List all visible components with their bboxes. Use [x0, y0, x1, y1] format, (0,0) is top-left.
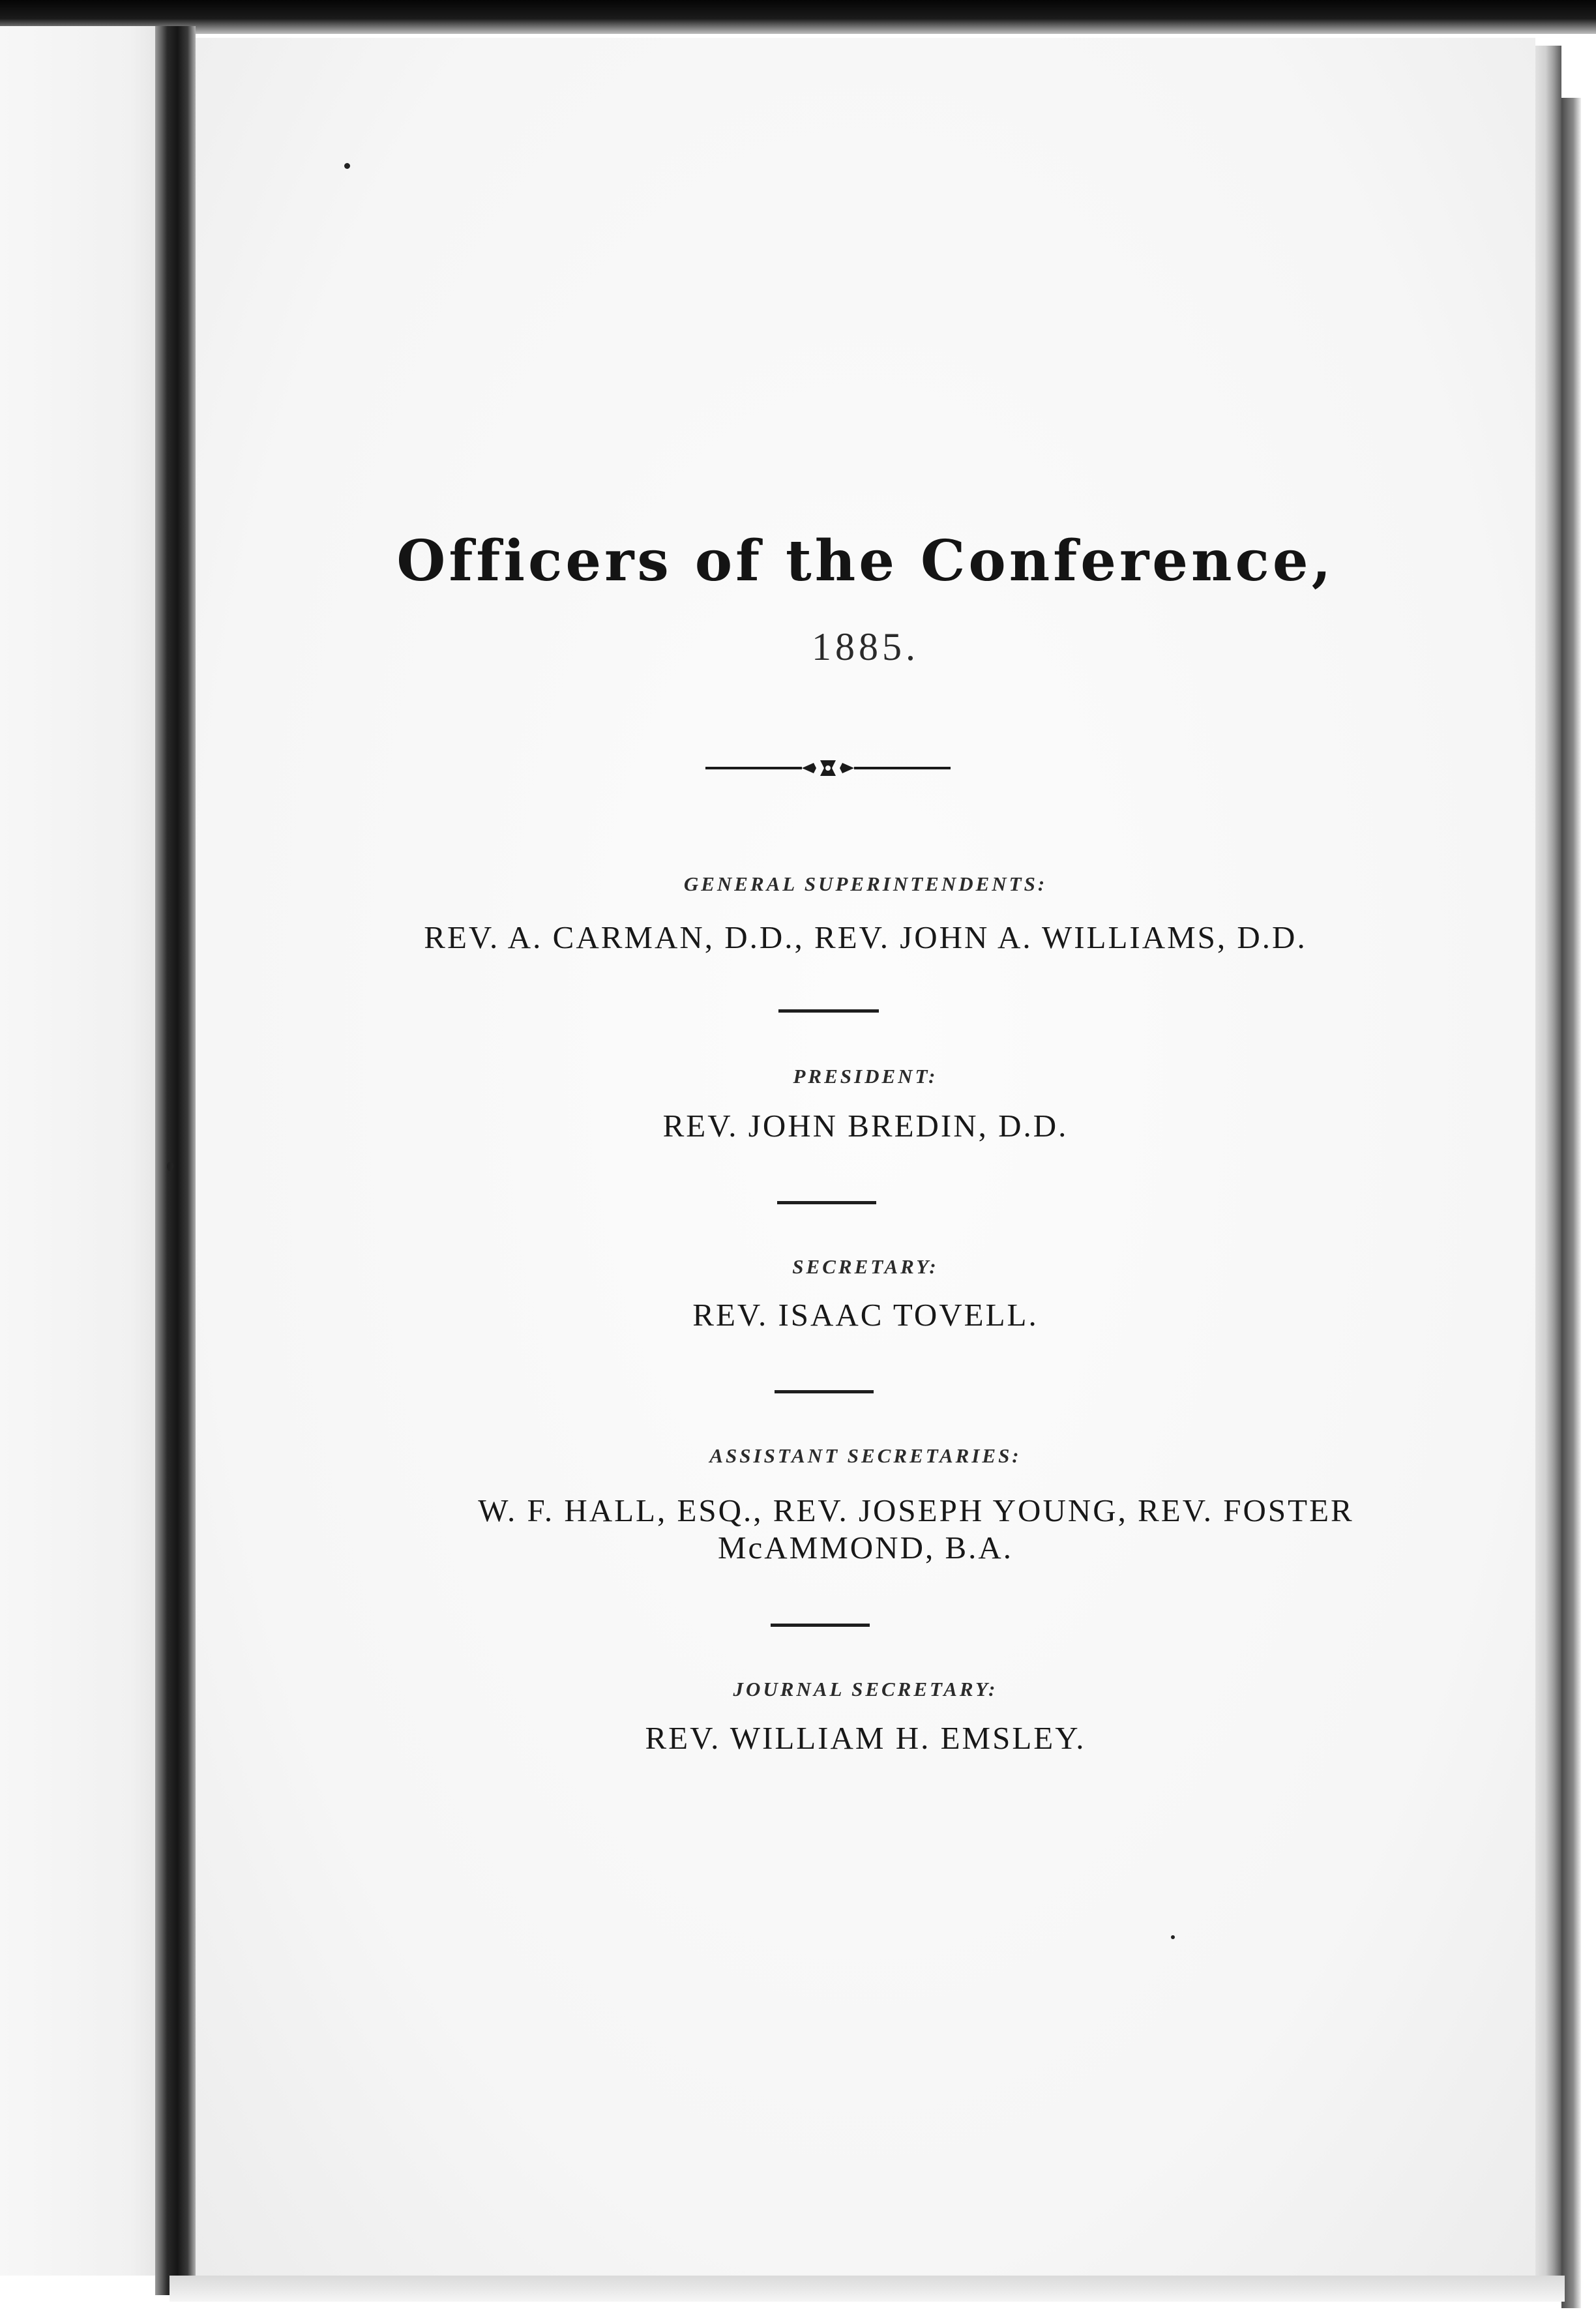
cover-right-edge [1561, 98, 1581, 2308]
page-title: Officers of the Conference, [396, 528, 1335, 594]
book-gutter [155, 26, 196, 2295]
names-assistant-secretaries-line2: McAMMOND, B.A. [717, 1530, 1014, 1566]
section-rule [775, 1390, 874, 1393]
page-bottom-edge [170, 2276, 1565, 2302]
role-assistant-secretaries: ASSISTANT SECRETARIES: [709, 1444, 1022, 1467]
section-rule [778, 1009, 879, 1013]
top-scan-shadow [0, 0, 1596, 34]
section-rule [777, 1201, 876, 1204]
page-right-edge [1535, 46, 1561, 2289]
names-president: REV. JOHN BREDIN, D.D. [662, 1108, 1069, 1144]
role-journal-secretary: JOURNAL SECRETARY: [733, 1678, 998, 1700]
role-president: PRESIDENT: [793, 1065, 938, 1088]
page-sheet [196, 38, 1535, 2276]
ink-speck [167, 1162, 173, 1171]
ink-speck [344, 163, 350, 169]
role-general-superintendents: GENERAL SUPERINTENDENTS: [683, 872, 1048, 895]
role-secretary: SECRETARY: [792, 1255, 939, 1278]
ornament-divider [704, 756, 952, 780]
facing-page-edge [0, 26, 164, 2276]
ink-speck [1171, 1935, 1175, 1939]
names-assistant-secretaries-line1: W. F. HALL, ESQ., REV. JOSEPH YOUNG, REV. FOSTER [478, 1492, 1354, 1528]
names-journal-secretary: REV. WILLIAM H. EMSLEY. [645, 1720, 1086, 1756]
names-general-superintendents: REV. A. CARMAN, D.D., REV. JOHN A. WILLIAMS, D.D. [424, 919, 1307, 955]
names-secretary: REV. ISAAC TOVELL. [692, 1297, 1039, 1333]
year-label: 1885. [812, 625, 919, 668]
section-rule [771, 1624, 870, 1627]
